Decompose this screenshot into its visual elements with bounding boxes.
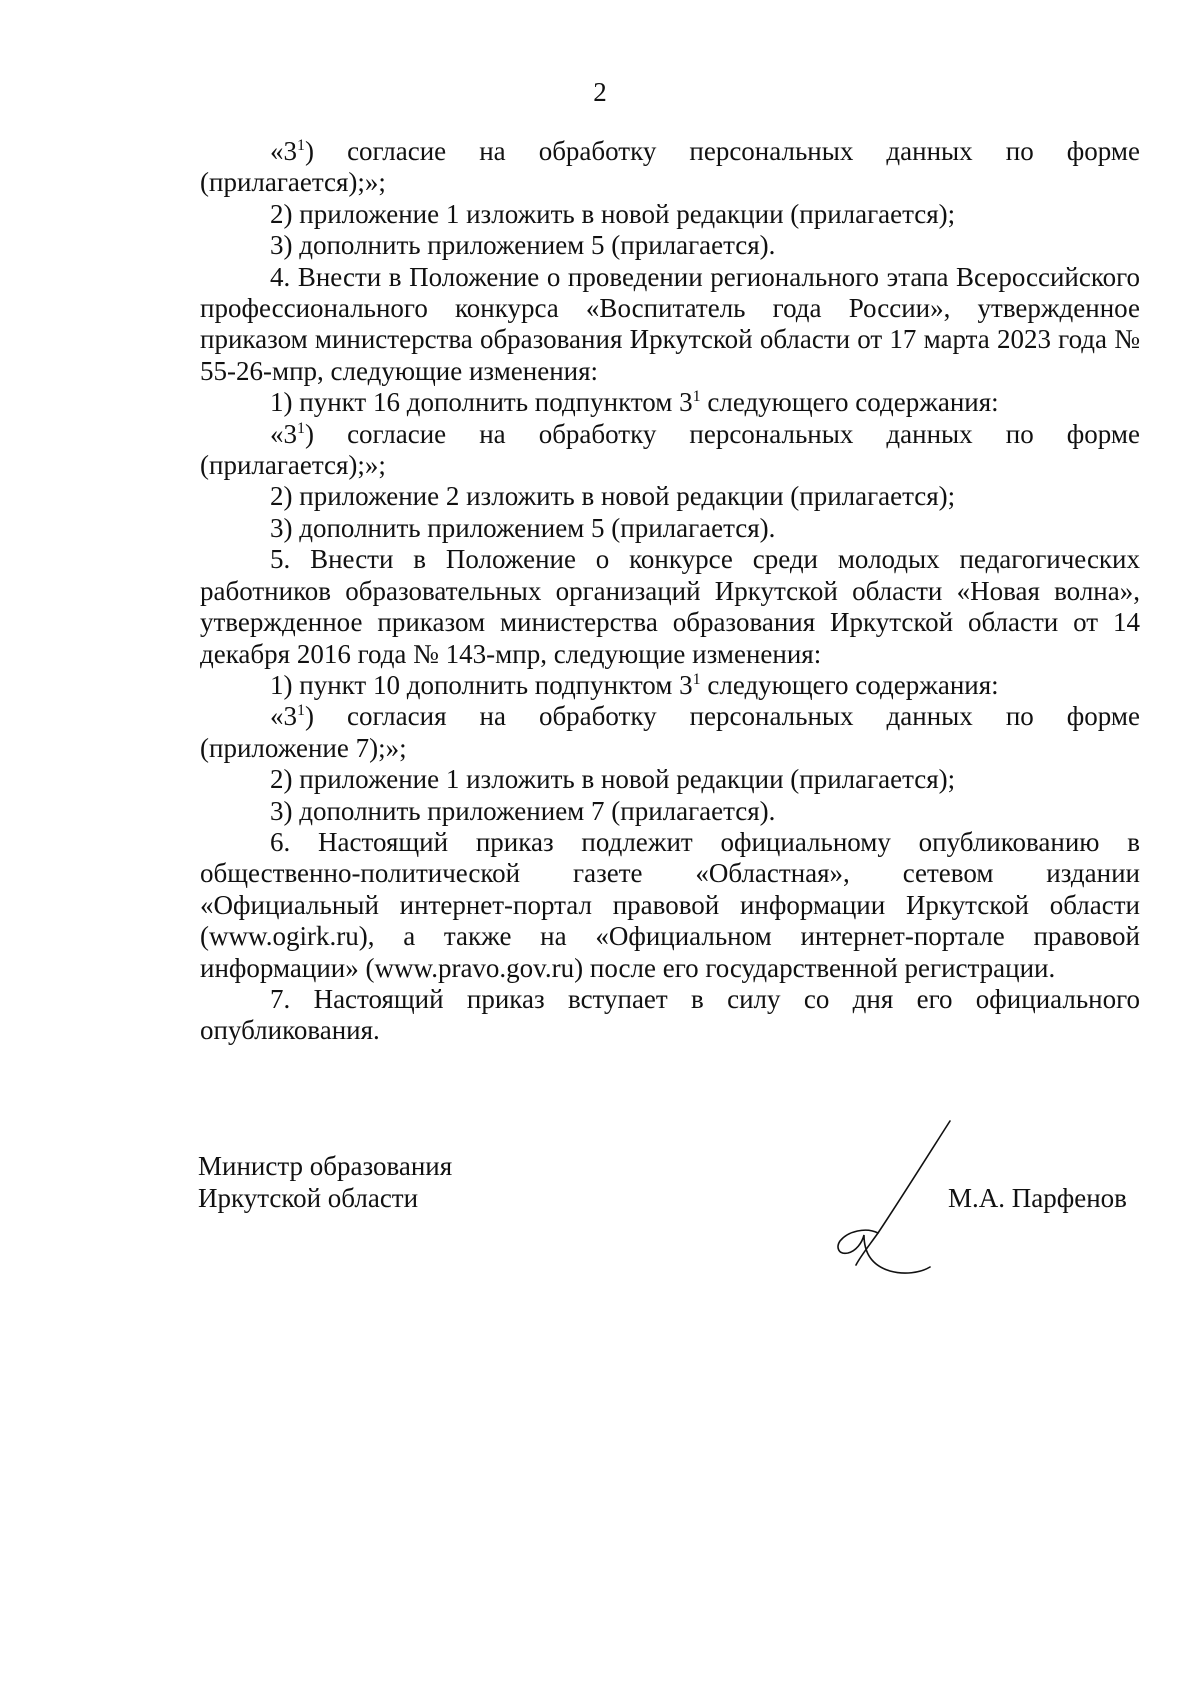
item-4-3-1-consent: «$3^1$) согласие на обработку персональных данных по форме bbox=[270, 418, 1140, 449]
item-4-3-1-consent-cont: (прилагается);»; bbox=[200, 450, 386, 481]
item-7: 7. Настоящий приказ вступает в силу со дня его официального опубликования. bbox=[200, 983, 1140, 1046]
item-appendix-5: 3) дополнить приложением 5 (прилагается). bbox=[270, 230, 776, 261]
item-4-3: 3) дополнить приложением 5 (прилагается). bbox=[270, 512, 776, 543]
item-3-1-consent-cont: (прилагается);»; bbox=[200, 167, 386, 198]
handwritten-signature bbox=[830, 1115, 960, 1285]
item-4-1: 1) пункт 16 дополнить подпунктом $3^1$ следующего содержания: bbox=[270, 387, 999, 418]
item-4: 4. Внести в Положение о проведении регионального этапа Всероссийского профессионального конкурса «Воспитатель года России», утвержденное приказом министерства образования Иркутской области от 17 марта 2023 года № 55-26-мпр, следующие изменения: bbox=[200, 261, 1140, 386]
item-3-1-consent: «$3^1$) согласие на обработку персональных данных по форме bbox=[270, 136, 1140, 166]
item-5-3-1-consent: «$3^1$) согласия на обработку персональных данных по форме bbox=[270, 701, 1140, 732]
item-5-3-1-consent-cont: (приложение 7);»; bbox=[200, 732, 407, 763]
signatory-title-line1: Министр образования bbox=[198, 1151, 453, 1181]
signatory-name: М.А. Парфенов bbox=[948, 1183, 1127, 1213]
item-5: 5. Внести в Положение о конкурсе среди молодых педагогических работников образовательных организаций Иркутской области «Новая волна», утвержденное приказом министерства образования Иркутской области от 14 декабря 2016 года № 143-мпр, следующие изменения: bbox=[200, 544, 1140, 669]
item-appendix-1: 2) приложение 1 изложить в новой редакции (прилагается); bbox=[270, 198, 956, 229]
page-number: 2 bbox=[593, 77, 607, 107]
item-6: 6. Настоящий приказ подлежит официальному опубликованию в общественно-политической газете «Областная», сетевом издании «Официальный интернет-портал правовой информации Иркутской области (www.ogirk.ru), а также на «Официальном интернет-портале правовой информации» (www.pravo.gov.ru) после его государственной регистрации. bbox=[200, 826, 1140, 983]
document-body bbox=[200, 136, 1140, 1047]
signatory-title bbox=[198, 1150, 452, 1214]
item-5-2: 2) приложение 1 изложить в новой редакции (прилагается); bbox=[270, 764, 956, 795]
item-4-2: 2) приложение 2 изложить в новой редакции (прилагается); bbox=[270, 481, 956, 512]
item-5-3: 3) дополнить приложением 7 (прилагается). bbox=[270, 795, 776, 826]
signatory-title-line2: Иркутской области bbox=[198, 1183, 419, 1213]
item-5-1: 1) пункт 10 дополнить подпунктом $3^1$ следующего содержания: bbox=[270, 669, 999, 700]
